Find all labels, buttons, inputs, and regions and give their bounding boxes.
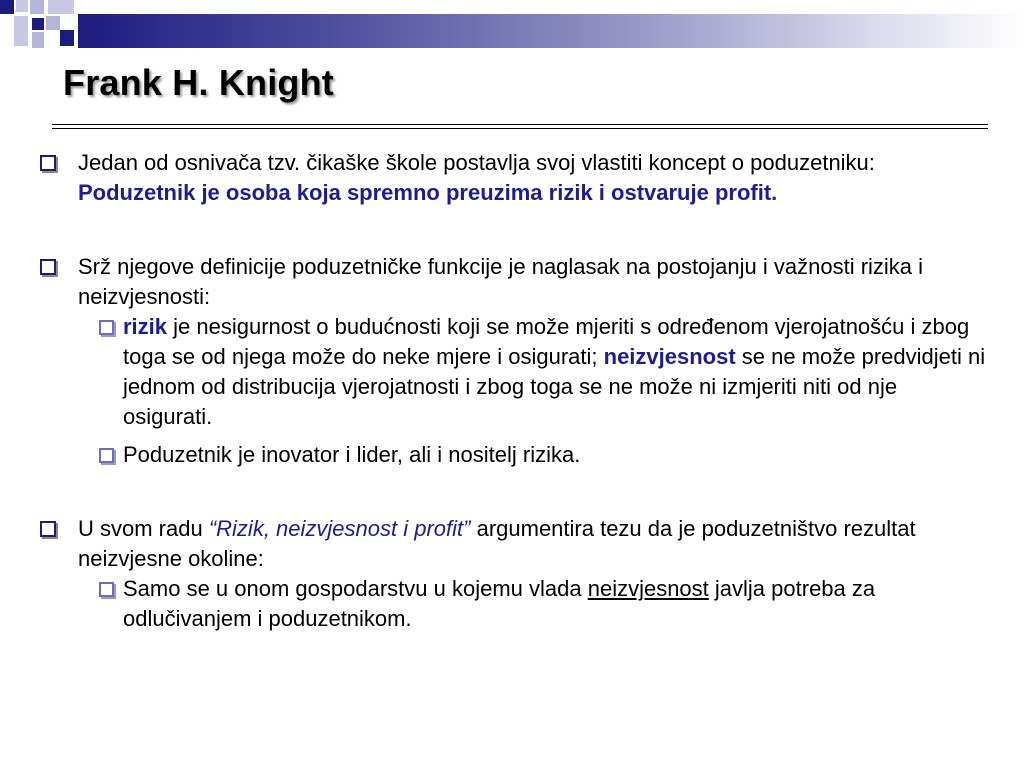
risk-description: je nesigurnost o budućnosti koji se može mjeriti s određenom vjerojatnošću i zbog toga se od njega može do neke mjere i osigurati;: [123, 314, 970, 369]
header-square-lilac-6: [32, 32, 44, 48]
checkbox-bullet-icon: [40, 259, 56, 275]
sub-checkbox-bullet-icon: [99, 582, 114, 597]
sub-checkbox-bullet-icon: [99, 320, 114, 335]
underlined-term-neizvjesnost: neizvjesnost: [587, 576, 709, 601]
header-square-lilac-3: [48, 0, 74, 14]
slide-body: [40, 148, 990, 634]
sub-bullet-text: Poduzetnik je inovator i lider, ali i nositelj rizika.: [123, 442, 581, 467]
bullet-item-risk-uncertainty: [40, 252, 990, 312]
sub-bullet-text-continued: javlja potreba za odlučivanjem i poduzetnikom.: [123, 576, 876, 631]
header-square-navy-1: [0, 0, 14, 14]
bullet-text: U svom radu: [78, 516, 209, 541]
slide-title: Frank H. Knight: [63, 62, 334, 103]
header-square-navy-2: [32, 18, 44, 30]
term-rizik: rizik: [123, 314, 168, 339]
sub-checkbox-bullet-icon: [99, 448, 114, 463]
work-title: “Rizik, neizvjesnost i profit”: [208, 516, 471, 541]
header-square-lilac-4: [14, 16, 28, 46]
bullet-item-work-thesis: [40, 514, 990, 574]
sub-bullet-innovator: [40, 440, 990, 470]
bullet-text: Srž njegove definicije poduzetničke funkcije je naglasak na postojanju i važnosti rizika i neizvjesnosti:: [78, 254, 924, 309]
uncertainty-description: se ne može predvidjeti ni jednom od distribucija vjerojatnosti i zbog toga se ne može ni izmjeriti niti od nje osigurati.: [123, 344, 986, 429]
header-square-lilac-2: [30, 0, 44, 14]
header-square-lilac-5: [46, 16, 60, 30]
term-neizvjesnost: neizvjesnost: [603, 344, 736, 369]
title-divider-bottom: [52, 128, 988, 129]
checkbox-bullet-icon: [40, 521, 56, 537]
header-square-navy-3: [60, 30, 74, 46]
bullet-text-continued: argumentira tezu da je poduzetništvo rezultat neizvjesne okoline:: [78, 516, 916, 571]
sub-bullet-uncertain-economy: [40, 574, 990, 634]
bullet-text: Jedan od osnivača tzv. čikaške škole postavlja svoj vlastiti koncept o poduzetniku:: [78, 150, 875, 175]
checkbox-bullet-icon: [40, 155, 56, 171]
sub-bullet-risk-definition: [40, 312, 990, 432]
entrepreneur-definition: Poduzetnik je osoba koja spremno preuzima rizik i ostvaruje profit.: [78, 180, 778, 205]
sub-bullet-text: Samo se u onom gospodarstvu u kojemu vlada: [123, 576, 588, 601]
bullet-item-knight-definition: [40, 148, 990, 208]
header-gradient-bar: [78, 14, 1024, 48]
title-divider-top: [52, 124, 988, 125]
header-square-lilac-1: [16, 0, 28, 12]
